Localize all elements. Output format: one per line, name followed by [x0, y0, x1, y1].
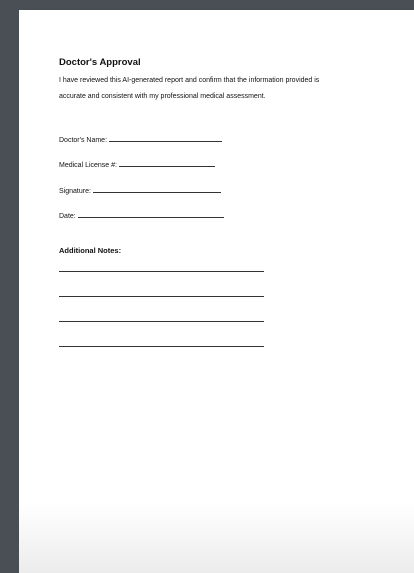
viewer-toolbar — [0, 0, 414, 10]
doctor-name-label: Doctor's Name: — [59, 137, 108, 144]
signature-label: Signature: — [59, 188, 91, 195]
signature-field[interactable] — [59, 186, 221, 197]
doctor-name-blank[interactable] — [109, 135, 222, 142]
document-page — [19, 10, 414, 573]
license-field[interactable] — [59, 160, 215, 171]
date-blank[interactable] — [78, 211, 224, 218]
license-blank[interactable] — [119, 160, 215, 167]
section-title: Doctor's Approval — [59, 57, 141, 68]
date-label: Date: — [59, 213, 76, 220]
statement-line-1: I have reviewed this AI-generated report and confirm that the information provided is — [59, 77, 320, 84]
viewer-sidebar — [0, 0, 19, 573]
notes-line[interactable] — [59, 321, 264, 322]
approval-statement — [59, 73, 386, 105]
signature-blank[interactable] — [93, 186, 221, 193]
license-label: Medical License #: — [59, 162, 117, 169]
doctor-name-field[interactable] — [59, 135, 222, 146]
date-field[interactable] — [59, 211, 224, 222]
page-bottom-shadow — [19, 503, 414, 573]
notes-line[interactable] — [59, 346, 264, 347]
statement-line-2: accurate and consistent with my professional medical assessment. — [59, 93, 266, 100]
notes-title: Additional Notes: — [59, 246, 122, 255]
notes-line[interactable] — [59, 296, 264, 297]
notes-line[interactable] — [59, 271, 264, 272]
approval-section — [59, 57, 386, 255]
